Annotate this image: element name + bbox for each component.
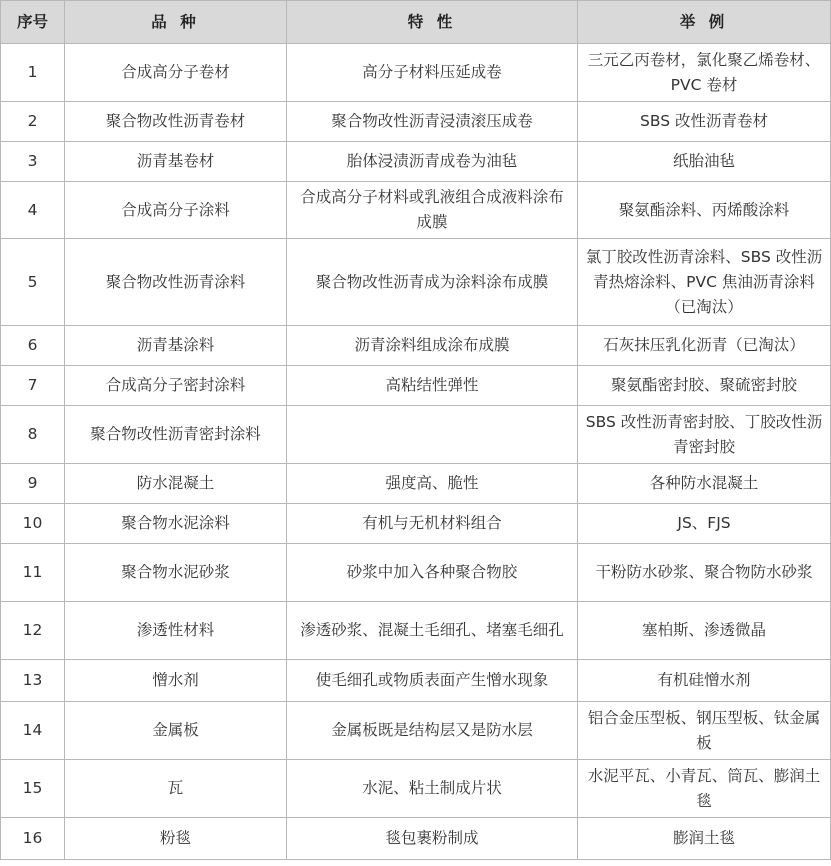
- cell-variety: 渗透性材料: [65, 602, 287, 660]
- table-row: [1, 182, 831, 239]
- table-header: [1, 1, 831, 44]
- table-row: [1, 602, 831, 660]
- table-row: [1, 102, 831, 142]
- cell-characteristics: 毯包裹粉制成: [287, 818, 578, 860]
- cell-characteristics: 使毛细孔或物质表面产生憎水现象: [287, 660, 578, 702]
- table-row: [1, 326, 831, 366]
- cell-examples: 水泥平瓦、小青瓦、筒瓦、膨润土毯: [578, 760, 831, 818]
- cell-examples: JS、FJS: [578, 504, 831, 544]
- cell-examples: SBS 改性沥青卷材: [578, 102, 831, 142]
- cell-variety: 粉毯: [65, 818, 287, 860]
- table-row: [1, 818, 831, 860]
- cell-variety: 聚合物改性沥青密封涂料: [65, 406, 287, 464]
- cell-variety: 憎水剂: [65, 660, 287, 702]
- table-row: [1, 660, 831, 702]
- cell-examples: 三元乙丙卷材，氯化聚乙烯卷材、PVC 卷材: [578, 44, 831, 102]
- cell-variety: 沥青基涂料: [65, 326, 287, 366]
- cell-examples: 氯丁胶改性沥青涂料、SBS 改性沥青热熔涂料、PVC 焦油沥青涂料（已淘汰）: [578, 239, 831, 326]
- cell-variety: 金属板: [65, 702, 287, 760]
- cell-examples: 塞柏斯、渗透微晶: [578, 602, 831, 660]
- cell-number: 1: [1, 44, 65, 102]
- cell-examples: 铝合金压型板、钢压型板、钛金属板: [578, 702, 831, 760]
- cell-variety: 聚合物水泥砂浆: [65, 544, 287, 602]
- table-body: [1, 44, 831, 860]
- cell-variety: 聚合物水泥涂料: [65, 504, 287, 544]
- cell-characteristics: 聚合物改性沥青浸渍滚压成卷: [287, 102, 578, 142]
- table-row: [1, 702, 831, 760]
- cell-number: 5: [1, 239, 65, 326]
- table-row: [1, 366, 831, 406]
- cell-number: 10: [1, 504, 65, 544]
- table-row: [1, 44, 831, 102]
- header-variety: 品 种: [65, 1, 287, 44]
- cell-characteristics: 聚合物改性沥青成为涂料涂布成膜: [287, 239, 578, 326]
- table-row: [1, 544, 831, 602]
- cell-number: 14: [1, 702, 65, 760]
- cell-characteristics: 渗透砂浆、混凝土毛细孔、堵塞毛细孔: [287, 602, 578, 660]
- cell-characteristics: 高分子材料压延成卷: [287, 44, 578, 102]
- cell-examples: 各种防水混凝土: [578, 464, 831, 504]
- header-number: 序号: [1, 1, 65, 44]
- cell-characteristics: [287, 406, 578, 464]
- cell-variety: 聚合物改性沥青卷材: [65, 102, 287, 142]
- cell-number: 4: [1, 182, 65, 239]
- cell-characteristics: 有机与无机材料组合: [287, 504, 578, 544]
- cell-variety: 防水混凝土: [65, 464, 287, 504]
- cell-number: 3: [1, 142, 65, 182]
- cell-variety: 合成高分子涂料: [65, 182, 287, 239]
- cell-characteristics: 合成高分子材料或乳液组合成液料涂布成膜: [287, 182, 578, 239]
- cell-examples: 石灰抹压乳化沥青（已淘汰）: [578, 326, 831, 366]
- table-row: [1, 504, 831, 544]
- cell-characteristics: 高粘结性弹性: [287, 366, 578, 406]
- table-row: [1, 239, 831, 326]
- cell-characteristics: 砂浆中加入各种聚合物胶: [287, 544, 578, 602]
- cell-variety: 聚合物改性沥青涂料: [65, 239, 287, 326]
- table-row: [1, 760, 831, 818]
- cell-examples: 聚氨酯涂料、丙烯酸涂料: [578, 182, 831, 239]
- cell-number: 7: [1, 366, 65, 406]
- cell-number: 11: [1, 544, 65, 602]
- cell-examples: SBS 改性沥青密封胶、丁胶改性沥青密封胶: [578, 406, 831, 464]
- cell-examples: 膨润土毯: [578, 818, 831, 860]
- cell-number: 13: [1, 660, 65, 702]
- header-characteristics: 特 性: [287, 1, 578, 44]
- cell-number: 2: [1, 102, 65, 142]
- cell-number: 8: [1, 406, 65, 464]
- table-row: [1, 464, 831, 504]
- cell-characteristics: 金属板既是结构层又是防水层: [287, 702, 578, 760]
- cell-characteristics: 水泥、粘土制成片状: [287, 760, 578, 818]
- cell-number: 15: [1, 760, 65, 818]
- cell-examples: 纸胎油毡: [578, 142, 831, 182]
- cell-number: 6: [1, 326, 65, 366]
- cell-variety: 瓦: [65, 760, 287, 818]
- cell-number: 12: [1, 602, 65, 660]
- header-row: [1, 1, 831, 44]
- cell-variety: 合成高分子卷材: [65, 44, 287, 102]
- cell-variety: 沥青基卷材: [65, 142, 287, 182]
- table-row: [1, 406, 831, 464]
- cell-variety: 合成高分子密封涂料: [65, 366, 287, 406]
- cell-number: 16: [1, 818, 65, 860]
- cell-examples: 干粉防水砂浆、聚合物防水砂浆: [578, 544, 831, 602]
- cell-number: 9: [1, 464, 65, 504]
- cell-examples: 有机硅憎水剂: [578, 660, 831, 702]
- cell-characteristics: 胎体浸渍沥青成卷为油毡: [287, 142, 578, 182]
- header-examples: 举 例: [578, 1, 831, 44]
- table-row: [1, 142, 831, 182]
- cell-characteristics: 沥青涂料组成涂布成膜: [287, 326, 578, 366]
- cell-examples: 聚氨酯密封胶、聚硫密封胶: [578, 366, 831, 406]
- cell-characteristics: 强度高、脆性: [287, 464, 578, 504]
